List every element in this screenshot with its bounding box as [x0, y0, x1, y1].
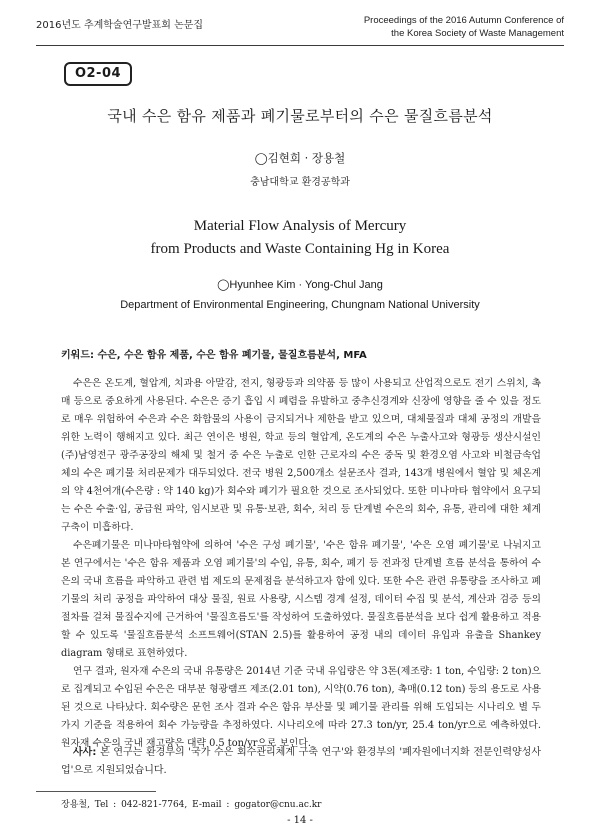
footnote-divider: [36, 791, 156, 792]
paper-title-english-line1: Material Flow Analysis of Mercury: [193, 218, 407, 234]
authors-korean: ◯김현희 · 장용철: [254, 151, 346, 165]
authors-english: ◯Hyunhee Kim · Yong-Chul Jang: [217, 279, 383, 291]
page-number: - 14 -: [287, 815, 313, 826]
abstract-paragraph: 수은은 온도계, 혈압계, 치과용 아말감, 전지, 형광등과 의약품 등 많이 사용되고 산업적으로도 전기 스위치, 촉매 등으로 중요하게 사용된다. 수은은 증기 흡입 시 폐렴을 유발하고 중추신경계와 신장에 영향을 줄 수 있을 정도로 매우 위험하여 수은과 수은 화합물의 사용이 금지되거나 제한을 받고 있으며, 대체물질과 대체 공정의 개발을 위한 노력이 행해지고 있다. 최근 연이은 병원, 학교 등의 혈압계, 온도계의 수은 누출사고와 형광등 생산시설인 (주)남영전구 광주공장의 해체 및 철거 중 수은 누출로 인한 근로자의 수은 중독 및 환경오염 사고와 비철금속업체의 수은 폐기물 처리문제가 대두되었다. 전국 병원 2,500개소 설문조사 결과, 143개 병원에서 혈압 및 체온계의 약 4천여개(수은량 : 약 140 kg)가 회수와 폐기가 필요한 것으로 조사되었다. 또한 미나마타 협약에서 요구되는 수은 수출·입, 공급원 파악, 임시보관 및 유통·보관, 회수, 처리 등 단계별 수은의 회수, 유통, 관리에 대한 체계 구축이 미흡하다.: [61, 378, 541, 533]
affiliation-english: Department of Environmental Engineering, Chungnam National University: [120, 299, 480, 311]
paper-title-korean: 국내 수은 함유 제품과 폐기물로부터의 수은 물질흐름분석: [107, 107, 493, 125]
acknowledgement-text: 본 연구는 환경부의 '국가 수은 회수관리체계 구축 연구'와 환경부의 '폐자원에너지화 전문인력양성사업'으로 지원되었습니다.: [61, 747, 541, 776]
acknowledgement-label: 사사:: [73, 747, 97, 758]
abstract-body: [61, 375, 541, 753]
header-proceedings-line1: Proceedings of the 2016 Autumn Conference of: [363, 15, 564, 26]
header-proceedings: [364, 14, 564, 40]
abstract-paragraph: 연구 결과, 원자재 수은의 국내 유통량은 2014년 기준 국내 유입량은 약 3톤(제조량: 1 ton, 수입량: 2 ton)으로 집계되고 수입된 수은은 대부분 형광램프 제조(2.01 ton), 시약(0.76 ton), 촉매(0.12 ton) 등의 용도로 사용된 것으로 나타났다. 회수량은 문헌 조사 결과 수은 함유 부산물 및 폐기물 관리를 위해 도입되는 시나리오 별 두 가지 기준을 적용하여 회수 가능량을 추정하였다. 시나리오에 따라 27.3 ton/yr, 25.4 ton/yr으로 예측하였다. 원자재 수은의 국내 재고량은 대략 0.5 ton/yr으로 보인다.: [61, 666, 542, 749]
paper-title-english: [0, 215, 600, 261]
corresponding-author-contact: 장용철, Tel : 042-821-7764, E-mail : gogator@cnu.ac.kr: [61, 800, 322, 810]
header-divider: [36, 45, 564, 46]
header-proceedings-line2: the Korea Society of Waste Management: [391, 28, 564, 39]
affiliation-korean: 충남대학교 환경공학과: [250, 177, 350, 188]
paper-title-english-line2: from Products and Waste Containing Hg in Korea: [150, 241, 450, 257]
abstract-paragraph: 수은폐기물은 미나마타협약에 의하여 '수은 구성 폐기물', '수은 함유 폐기물', '수은 오염 폐기물'로 나눠지고 본 연구에서는 '수은 함유 제품과 오염 폐기물'의 수입, 유통, 회수, 폐기 등 전과정 단계별 흐름 분석을 통하여 수은의 국내 흐름을 파악하고 관련 법 제도의 문제점을 분석하고자 함에 있다. 또한 수은 관련 유통량을 조사하고 폐기물의 처리 공정을 파악하여 대상 물질, 원료 사용량, 시스템 경계 설정, 데이터 수집 및 분석, 계산과 검증 등의 절차를 걸쳐 물질수지에 근거하여 '물질흐름도'를 작성하여 도출하였다. 물질흐름분석을 보다 쉽게 활용하고 적용할 수 있도록 '물질흐름분석 소프트웨어(STAN 2.5)를 활용하여 공정 내의 데이터 유입과 유출을 Shankey diagram 형태로 표현하였다.: [61, 540, 541, 659]
keywords: 키워드: 수은, 수은 함유 제품, 수은 함유 폐기물, 물질흐름분석, MFA: [61, 350, 367, 361]
header-conference-title: 2016년도 추계학술연구발표회 논문집: [36, 20, 204, 31]
acknowledgement: [61, 744, 541, 780]
paper-code-badge: O2-04: [64, 62, 132, 86]
